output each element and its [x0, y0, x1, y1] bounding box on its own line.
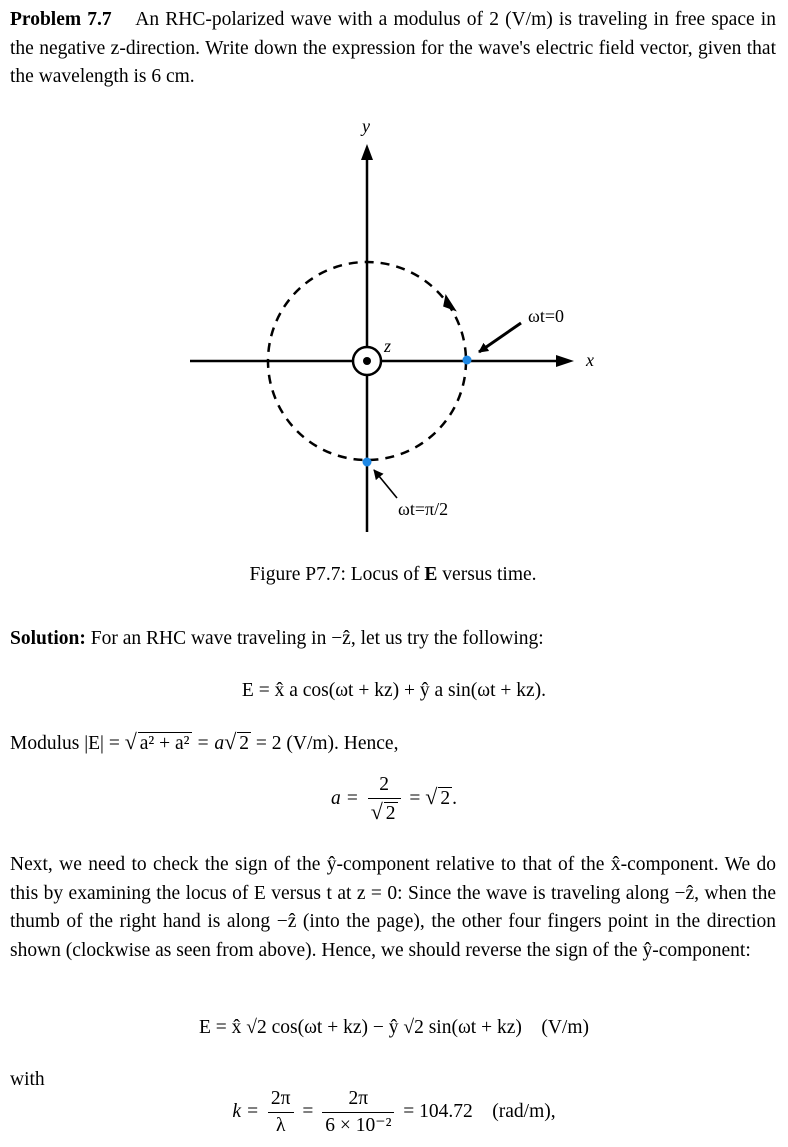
- equation-3: [0, 1014, 788, 1043]
- z-axis-dot: [363, 357, 371, 365]
- problem-label: Problem 7.7: [10, 9, 112, 30]
- modulus-line: Modulus |E| = √ a² + a² = a√ 2 = 2 (V/m). Hence,: [10, 729, 399, 754]
- y-axis-label: y: [362, 116, 370, 136]
- y-axis-arrowhead: [361, 144, 373, 160]
- wtpi2-pointer: [374, 470, 397, 498]
- caption-prefix: Figure P7.7: Locus of: [249, 564, 420, 585]
- equation-2-lhs: a =: [331, 787, 359, 809]
- equation-4-f2-numerator: 2π: [322, 1086, 394, 1113]
- point-wtpi2: [363, 458, 372, 467]
- equation-4-f1-denominator: λ: [275, 1115, 286, 1136]
- caption-bold: E: [424, 564, 438, 585]
- equation-2-rhs: 2: [440, 787, 451, 809]
- equation-4-rhs: = 104.72 (rad/m),: [403, 1100, 556, 1122]
- x-axis-label: x: [586, 350, 594, 370]
- equation-2-numerator: 2: [368, 772, 401, 799]
- caption-suffix: versus time.: [442, 564, 537, 585]
- problem-text: An RHC-polarized wave with a modulus of 2 (V/m) is traveling in free space in the negative z-direction. Write down the expression for the wave's electric field vector, given that the wavelength is 6 cm.: [10, 9, 776, 87]
- solution-intro: [10, 625, 776, 654]
- equation-4-fraction-2: [322, 1086, 394, 1139]
- solution-paragraph-2: [10, 851, 776, 965]
- clockwise-arrowhead: [444, 296, 455, 310]
- figure-caption: [10, 561, 776, 590]
- wt0-pointer: [479, 323, 521, 352]
- with-word: with: [10, 1069, 45, 1090]
- x-axis-arrowhead: [556, 355, 574, 367]
- polarization-figure: [0, 110, 788, 550]
- equation-1: [0, 677, 788, 706]
- equation-4-fraction-1: [268, 1086, 294, 1139]
- modulus-suffix: = 2 (V/m). Hence,: [255, 733, 399, 754]
- z-axis-label: z: [384, 336, 392, 356]
- equation-4-f2-denominator: 6 × 10⁻²: [325, 1115, 392, 1136]
- equation-4: k = $\frac{2\pi}{\lambda}$ = $\frac{2\pi}{\text{6 × 10⁻²}}$ = 104.72 (rad/m),: [0, 1086, 788, 1139]
- solution-intro-text: For an RHC wave traveling in −ẑ, let us try the following:: [90, 628, 544, 649]
- equation-2: a = $\frac{2}{√ 2}$ = √ 2 .: [0, 772, 788, 827]
- point-wt0: [463, 356, 472, 365]
- equation-2-fraction: $\frac{2}{√ 2}$: [368, 772, 401, 827]
- modulus-mid: = a: [196, 733, 225, 754]
- equation-4-lhs: k =: [232, 1100, 260, 1122]
- modulus-root: 2: [239, 733, 250, 754]
- wt0-label: ωt=0: [528, 306, 564, 326]
- equation-1-text: E = x̂ a cos(ωt + kz) + ŷ a sin(ωt + kz).: [241, 680, 547, 701]
- solution-paragraph-2-text: Next, we need to check the sign of the ŷ-component relative to that of the x̂-component. We do this by examining the locus of E versus t at z = 0: Since the wave is traveling along −ẑ, when the thumb of the right hand is along −ẑ (into the page), the other four fingers point in the direction shown (clockwise as seen from above). Hence, we should reverse the sign of the ŷ-component:: [10, 854, 776, 961]
- modulus-prefix: Modulus |E| =: [10, 733, 120, 754]
- wtpi2-label: ωt=π/2: [398, 499, 449, 519]
- equation-3-text: E = x̂ √2 cos(ωt + kz) − ŷ √2 sin(ωt + kz) (V/m): [199, 1017, 589, 1038]
- solution-label: Solution:: [10, 628, 86, 649]
- problem-statement: [10, 6, 776, 92]
- modulus-radicand: a² + a²: [139, 733, 190, 754]
- equation-4-f1-numerator: 2π: [268, 1086, 294, 1113]
- equation-2-denominator: 2: [385, 803, 396, 824]
